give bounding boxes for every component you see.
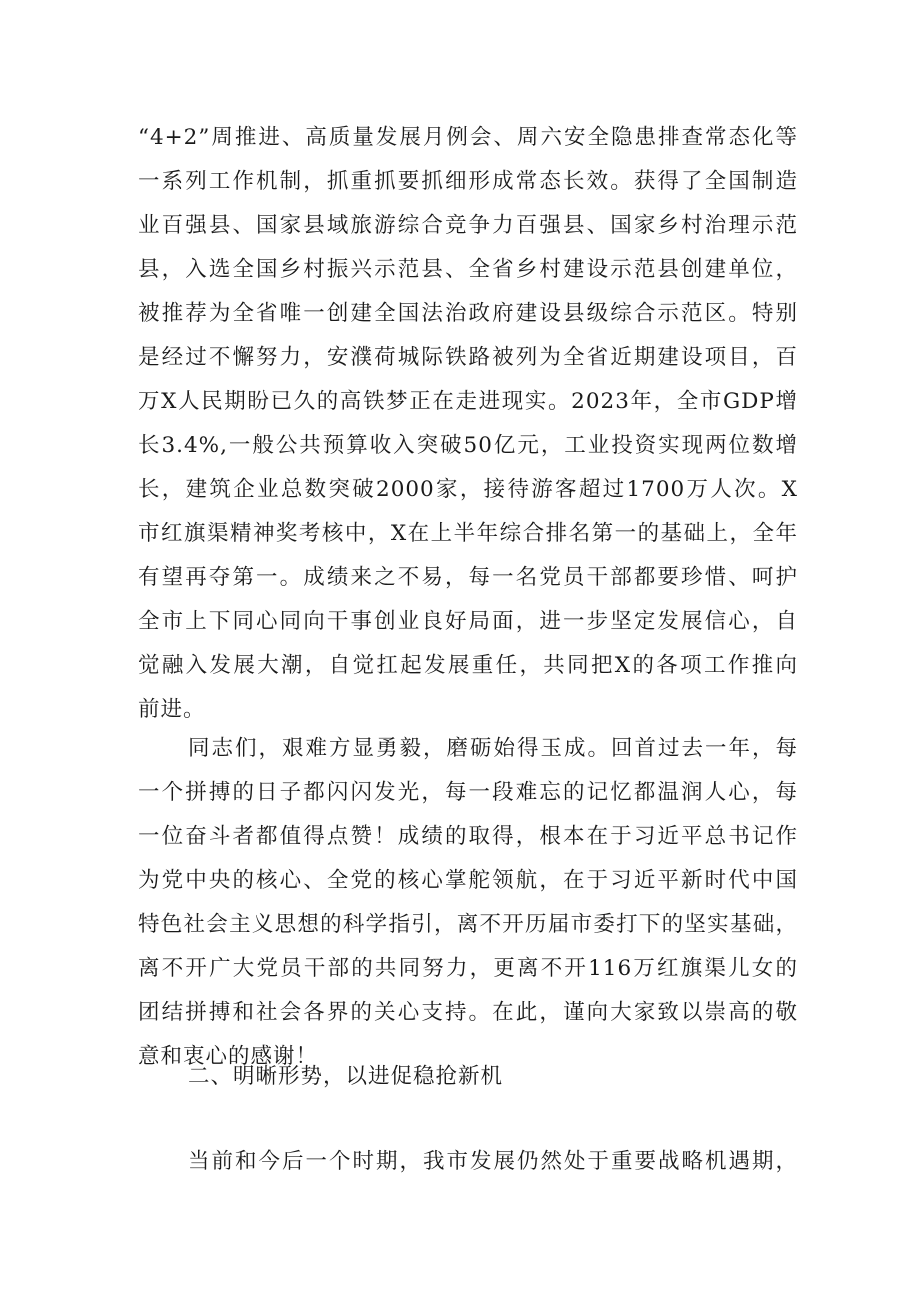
text-line: 万X人民期盼已久的高铁梦正在走进现实。2023年，全市GDP增: [138, 389, 798, 414]
text-line: 县，入选全国乡村振兴示范县、全省乡村建设示范县创建单位，: [138, 257, 798, 282]
text-line: 长，建筑企业总数突破2000家，接待游客超过1700万人次。X: [138, 477, 798, 502]
text-line: 特色社会主义思想的科学指引，离不开历届市委打下的坚实基础，: [138, 912, 798, 937]
text-line: 一位奋斗者都值得点赞！成绩的取得，根本在于习近平总书记作: [138, 824, 798, 849]
text-line: 前进。: [138, 697, 206, 722]
text-line: 全市上下同心同向干事创业良好局面，进一步坚定发展信心，自: [138, 609, 798, 634]
text-line: 同志们，艰难方显勇毅，磨砺始得玉成。回首过去一年，每: [188, 736, 798, 761]
text-line: 觉融入发展大潮，自觉扛起发展重任，共同把X的各项工作推向: [138, 653, 798, 678]
paragraph-acknowledgement: [138, 727, 798, 1079]
text-line: 意和衷心的感谢！: [138, 1044, 319, 1069]
section-heading-text: 二、明晰形势，以进促稳抢新机: [188, 1064, 504, 1089]
text-line: 团结拼搏和社会各界的关心支持。在此，谨向大家致以崇高的敬: [138, 1000, 798, 1025]
text-line: 长3.4%,一般公共预算收入突破50亿元，工业投资实现两位数增: [138, 433, 798, 458]
section-heading: [138, 1055, 798, 1099]
text-line: 一个拼搏的日子都闪闪发光，每一段难忘的记忆都温润人心，每: [138, 780, 798, 805]
paragraph-situation: [138, 1140, 798, 1184]
text-line: 业百强县、国家县域旅游综合竞争力百强县、国家乡村治理示范: [138, 213, 798, 238]
paragraph-achievements: [138, 116, 798, 732]
text-line: 有望再夺第一。成绩来之不易，每一名党员干部都要珍惜、呵护: [138, 565, 798, 590]
text-line: 为党中央的核心、全党的核心掌舵领航，在于习近平新时代中国: [138, 868, 798, 893]
text-line: 被推荐为全省唯一创建全国法治政府建设县级综合示范区。特别: [138, 301, 798, 326]
text-line: 是经过不懈努力，安濮荷城际铁路被列为全省近期建设项目，百: [138, 345, 798, 370]
text-line: 市红旗渠精神奖考核中，X在上半年综合排名第一的基础上，全年: [138, 521, 798, 546]
text-line: 离不开广大党员干部的共同努力，更离不开116万红旗渠儿女的: [138, 956, 798, 981]
text-line: 当前和今后一个时期，我市发展仍然处于重要战略机遇期，: [188, 1149, 798, 1174]
text-line: 一系列工作机制，抓重抓要抓细形成常态长效。获得了全国制造: [138, 169, 798, 194]
text-line: “4+2”周推进、高质量发展月例会、周六安全隐患排查常态化等: [138, 125, 798, 150]
